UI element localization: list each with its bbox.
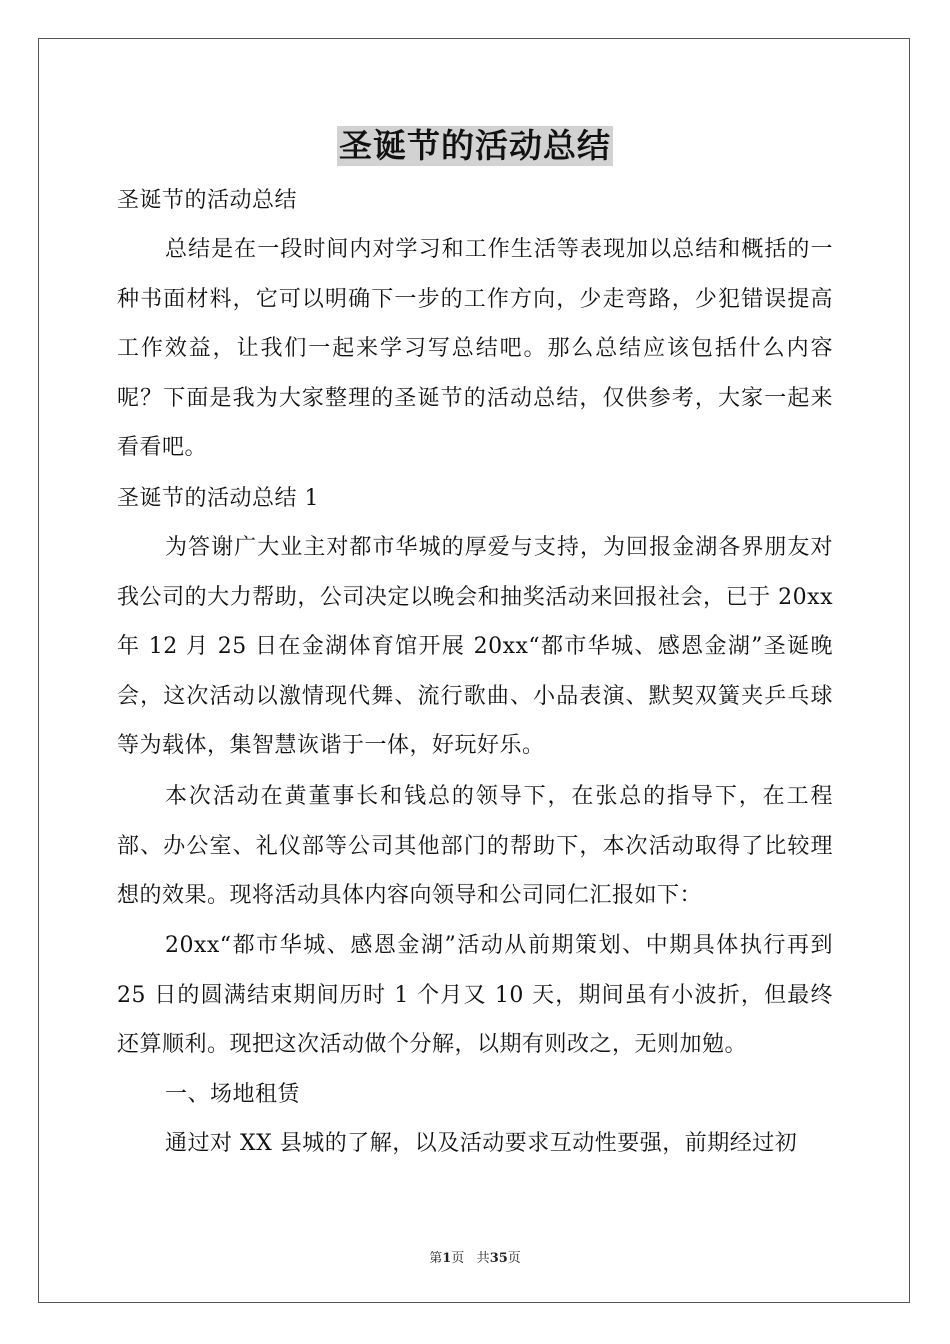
paragraph-4: 一、场地租赁 — [165, 1082, 301, 1107]
page-label-prefix: 第 — [429, 1251, 443, 1266]
paragraph-3: 20xx“都市华城、感恩金湖”活动从前期策划、中期具体执行再到 25 日的圆满结束期间历时 1 个月又 10 天，期间虽有小波折，但最终还算顺利。现把这次活动做个分解，以期有则改之，无则加勉。 — [117, 933, 833, 1057]
total-pages: 35 — [489, 1251, 508, 1266]
page-number: 1 — [442, 1251, 452, 1266]
title-container — [0, 126, 950, 166]
page-label-suffix: 页 — [451, 1251, 465, 1266]
paragraph-1: 为答谢广大业主对都市华城的厚爱与支持，为回报金湖各界朋友对我公司的大力帮助，公司决定以晚会和抽奖活动来回报社会，已于 20xx 年 12 月 25 日在金湖体育馆开展 20xx“都市华城、感恩金湖”圣诞晚会，这次活动以激情现代舞、流行歌曲、小品表演、默契双簧夹乒乓球等为载体，集智慧诙谐于一体，好玩好乐。 — [117, 535, 833, 758]
document-title: 圣诞节的活动总结 — [339, 126, 611, 165]
document-subtitle: 圣诞节的活动总结 — [117, 188, 298, 213]
section-heading: 圣诞节的活动总结 1 — [117, 486, 319, 511]
paragraph-2: 本次活动在黄董事长和钱总的领导下，在张总的指导下，在工程部、办公室、礼仪部等公司其他部门的帮助下，本次活动取得了比较理想的效果。现将活动具体内容向领导和公司同仁汇报如下： — [117, 784, 833, 908]
total-prefix: 共 — [476, 1251, 490, 1266]
page-footer — [0, 1247, 950, 1266]
intro-paragraph: 总结是在一段时间内对学习和工作生活等表现加以总结和概括的一种书面材料，它可以明确下一步的工作方向，少走弯路，少犯错误提高工作效益，让我们一起来学习写总结吧。那么总结应该包括什么内容呢？下面是我为大家整理的圣诞节的活动总结，仅供参考，大家一起来看看吧。 — [117, 237, 833, 460]
total-suffix: 页 — [507, 1251, 521, 1266]
paragraph-5: 通过对 XX 县城的了解，以及活动要求互动性要强，前期经过初 — [165, 1131, 798, 1156]
